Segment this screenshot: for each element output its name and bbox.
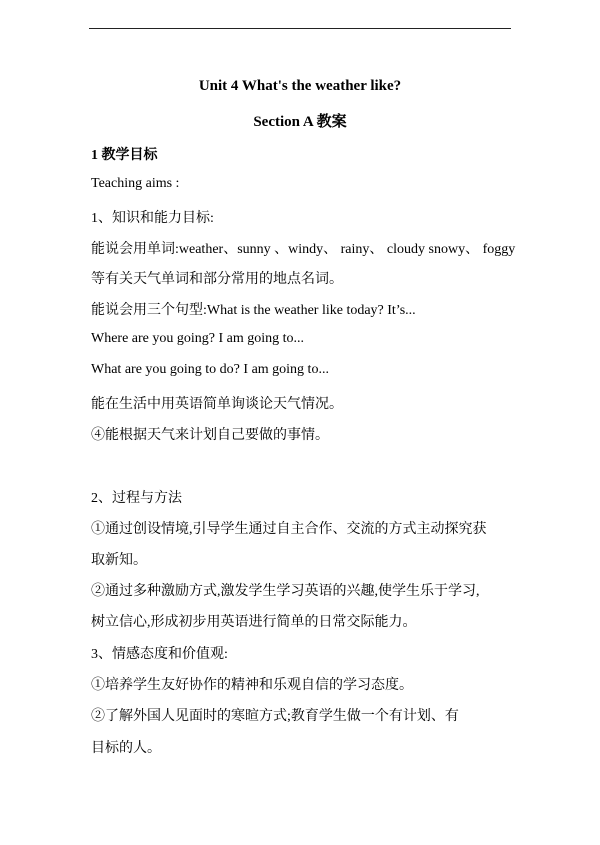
text-line: Teaching aims : <box>91 176 180 191</box>
subsection-heading: 2、过程与方法 <box>91 491 182 506</box>
text-line: 能在生活中用英语简单询谈论天气情况。 <box>91 397 343 412</box>
text-line: 等有关天气单词和部分常用的地点名词。 <box>91 272 343 287</box>
document-title: Unit 4 What's the weather like? <box>198 78 402 94</box>
text-line: ②了解外国人见面时的寒暄方式;教育学生做一个有计划、有 <box>91 709 459 724</box>
text-line: ①通过创设情境,引导学生通过自主合作、交流的方式主动探究获 <box>91 522 487 537</box>
text-line: What are you going to do? I am going to... <box>91 362 329 377</box>
text-line: 树立信心,形成初步用英语进行简单的日常交际能力。 <box>91 615 417 630</box>
text-line: ④能根据天气来计划自己要做的事情。 <box>91 428 329 443</box>
subsection-heading: 3、情感态度和价值观: <box>91 647 228 662</box>
text-line: 目标的人。 <box>91 741 161 756</box>
text-line: ②通过多种激励方式,激发学生学习英语的兴趣,使学生乐于学习, <box>91 584 480 599</box>
text-line: 能说会用三个句型:What is the weather like today? It’s... <box>91 303 416 318</box>
header-rule <box>89 28 511 29</box>
text-line: 能说会用单词:weather、sunny 、windy、 rainy、 cloudy snowy、 foggy <box>91 242 516 257</box>
subsection-heading: 1、知识和能力目标: <box>91 211 214 226</box>
text-line: Where are you going? I am going to... <box>91 331 305 346</box>
text-line: ①培养学生友好协作的精神和乐观自信的学习态度。 <box>91 678 413 693</box>
document-subtitle: Section A 教案 <box>253 114 347 130</box>
section-heading-teaching-goals: 1 教学目标 <box>91 148 158 163</box>
text-line: 取新知。 <box>91 553 147 568</box>
